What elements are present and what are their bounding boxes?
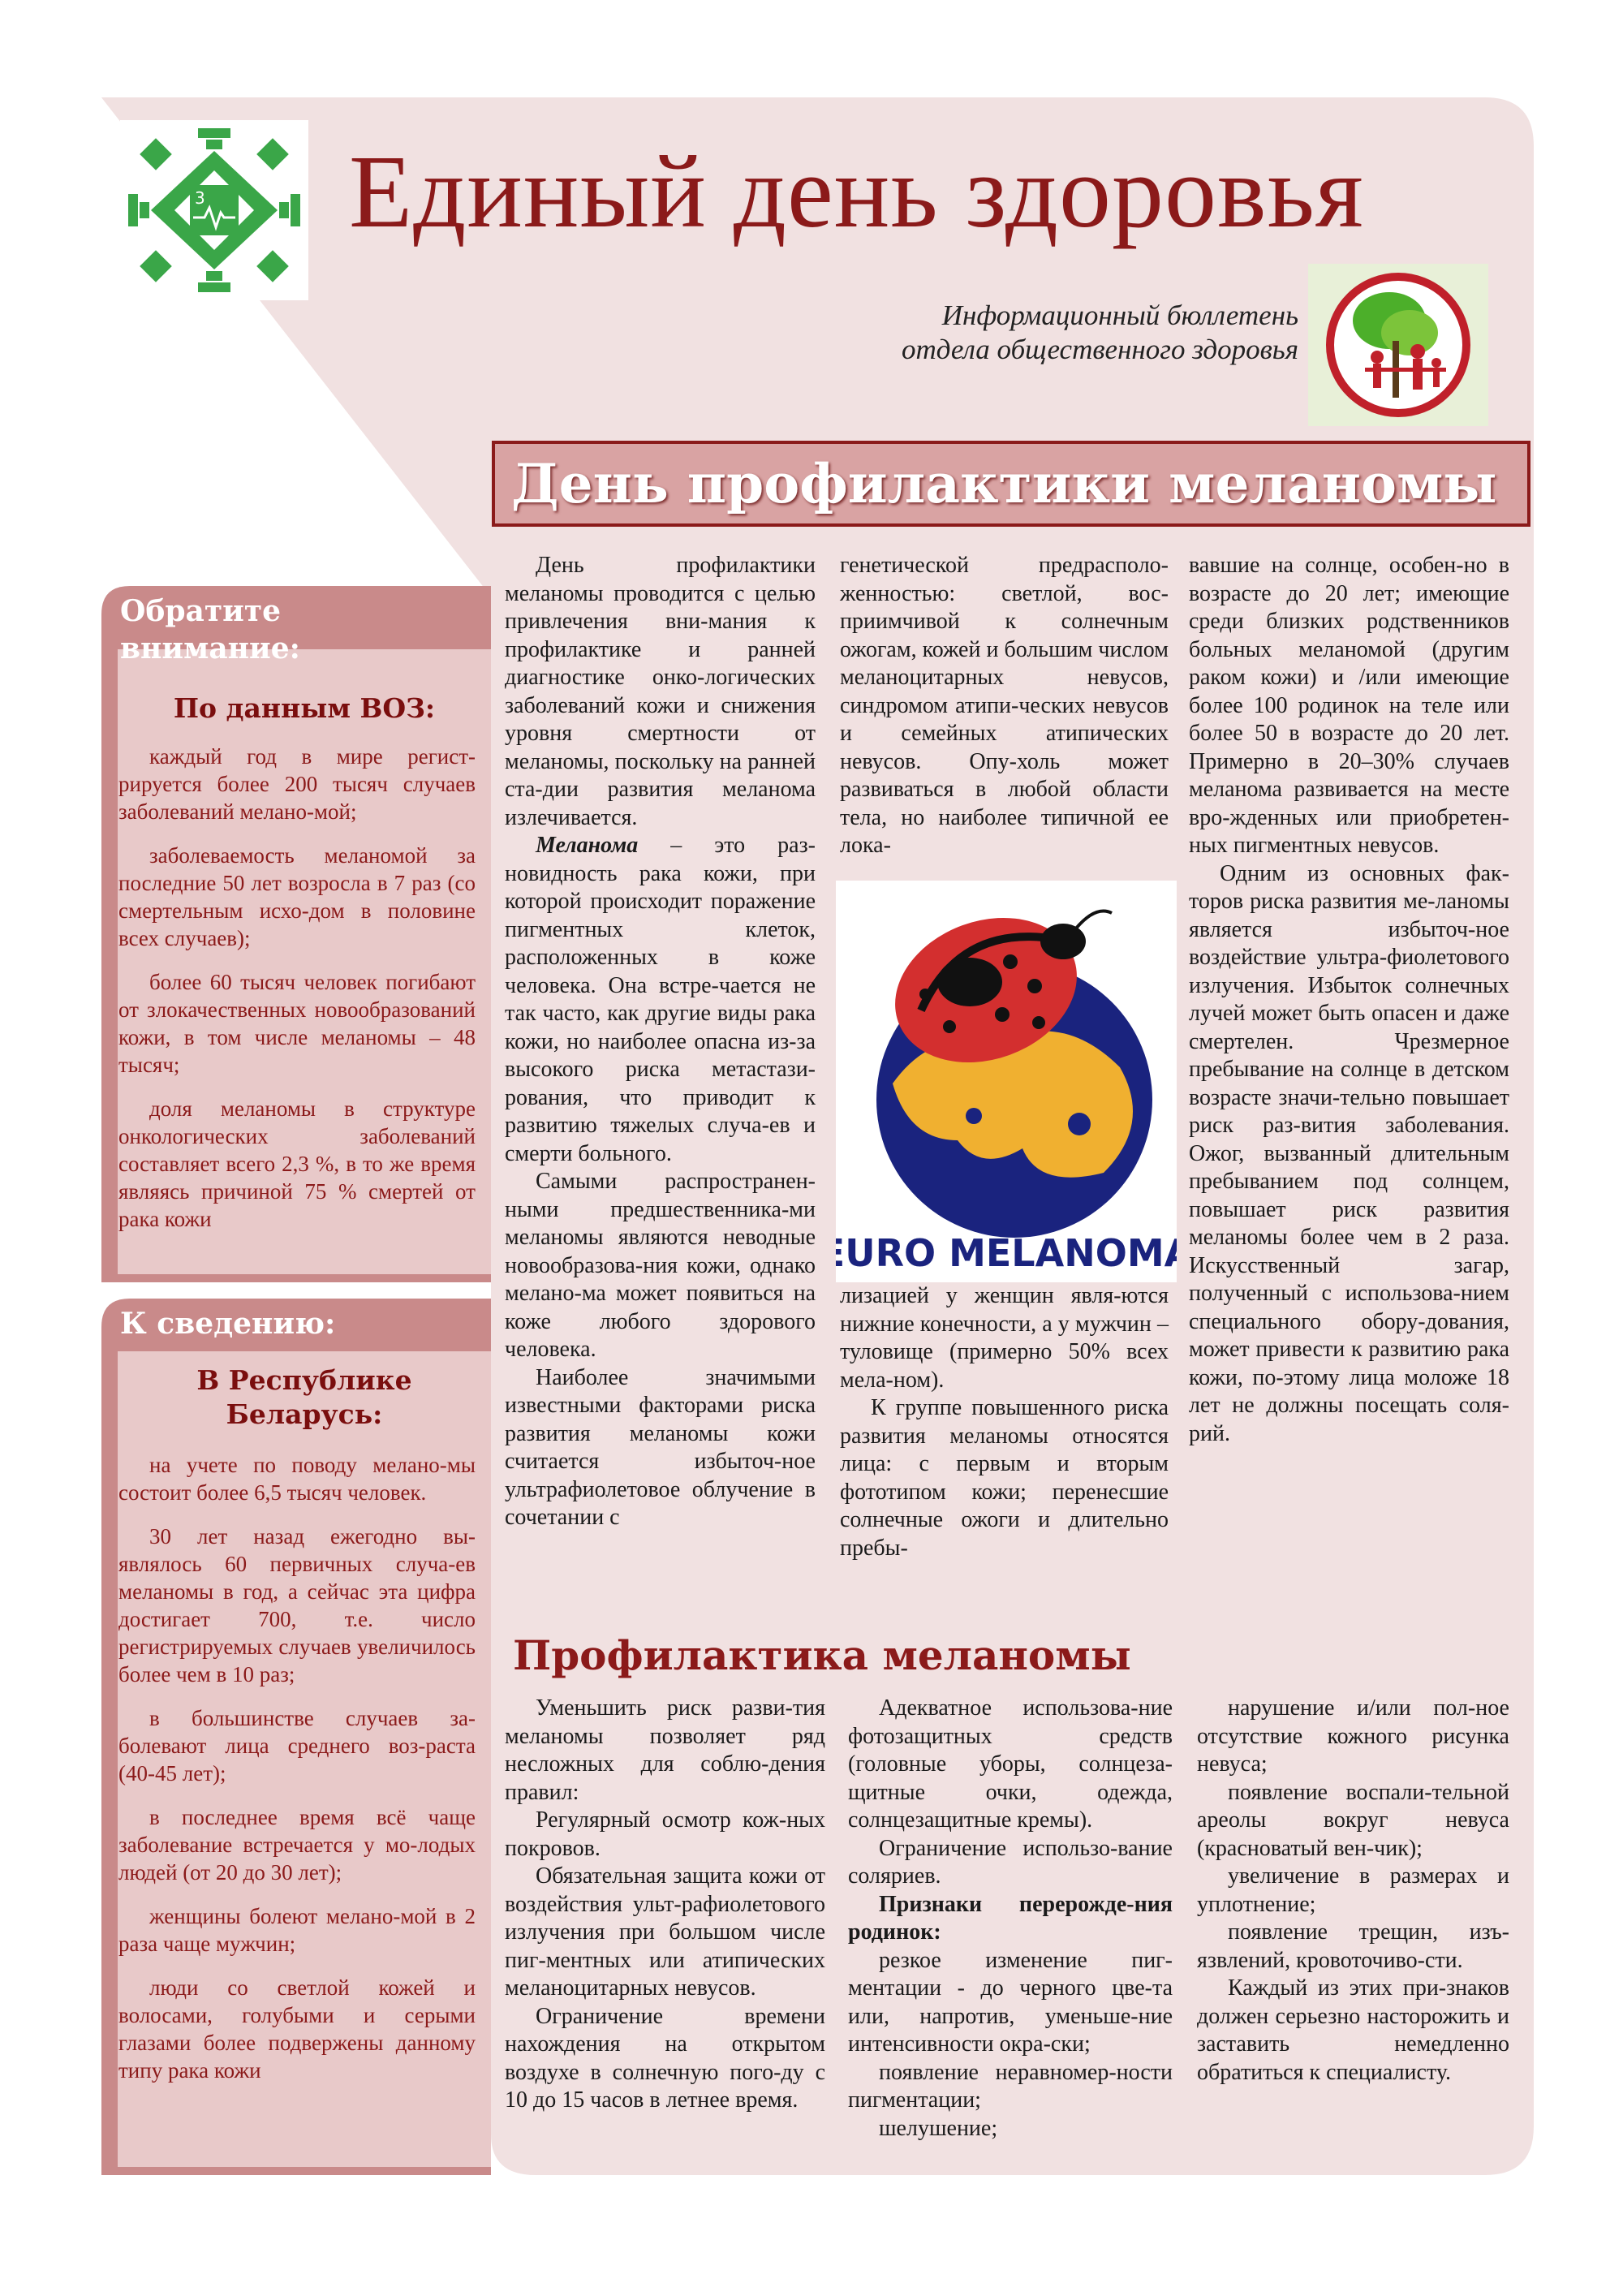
- subtitle-line-1: Информационный бюллетень: [941, 299, 1298, 331]
- sidebar2-list: [118, 1451, 476, 2100]
- article2-col2-p5: появление неравномер-ности пигментации;: [848, 2059, 1173, 2113]
- article1-col1-p4: Наиболее значимыми известными факторами риска развития меланомы кожи считается избыточ-ное ультрафиолетовое облучение в сочетании с: [505, 1364, 816, 1530]
- article1-col3-p2: Одним из основных фак-торов риска развития ме-ланомы является избыточ-ное воздействие ультра-фиолетового излучения. Избыток солнечных лучей может быть опасен и даже смертелен. Чрезмерное пребывание на солнце в детском возрасте значи-тельно повышает риск раз-вития заболевания. Ожог, вызванный длительным пребыванием под солнцем, повышает риск развития меланомы более чем в 2 раза. Искусственный загар, полученный с использова-нием специального обору-дования, может привести к развитию рака кожи, по-этому лица моложе 18 лет не должны посещать соля-рий.: [1189, 860, 1509, 1446]
- sidebar1-subheading: По данным ВОЗ:: [173, 692, 436, 724]
- sidebar2-item: в последнее время всё чаще заболевание встречается у мо-лодых людей (от 20 до 30 лет);: [118, 1805, 476, 1885]
- article2-column-3: [1197, 1695, 1509, 2087]
- article2-col3-p4: появление трещин, изъ-язвлений, кровоточиво-сти.: [1197, 1919, 1509, 1973]
- article2-col3-p3: увеличение в размерах и уплотнение;: [1197, 1863, 1509, 1917]
- article1-col1-p3: Самыми распространен-ными предшественника-ми меланомы являются неводные новообразова-ния кожи, однако мелано-ма может появиться на коже любого здорового человека.: [505, 1169, 816, 1362]
- sidebar2-subheading: [118, 1363, 491, 1432]
- article1-col2-top: генетической предрасполо-женностью: светлой, вос-приимчивой к солнечным ожогам, кожей и большим числом меланоцитарных невусов, синдромом атипи-ческих невусов и семейных атипических невусов. Опу-холь может развиваться в любой области тела, но наиболее типичной ее лока-: [840, 553, 1169, 858]
- article2-col3-p2: появление воспали-тельной ареолы вокруг невуса (красноватый вен-чик);: [1197, 1779, 1509, 1861]
- article2-col1-p4: Ограничение времени нахождения на открытом воздухе в солнечную пого-ду с 10 до 15 часов в летнее время.: [505, 2003, 825, 2113]
- sidebar2-item: люди со светлой кожей и волосами, голубыми и серыми глазами более подвержены данному типу рака кожи: [118, 1975, 476, 2083]
- article1-col1-p1: День профилактики меланомы проводится с целью привлечения вни-мания к профилактике и ранней диагностике онко-логических заболеваний кожи и снижения уровня смертности от меланомы, поскольку на ранней ста-дии развития меланома излечивается.: [505, 553, 816, 830]
- banner-title: День профилактики меланомы: [511, 452, 1497, 515]
- euro-melanoma-logo: [836, 881, 1177, 1282]
- logo-number: 3: [195, 188, 205, 208]
- melanoma-definition: – это раз-новидность рака кожи, при которой происходит поражение пигментных клеток, расположенных в коже человека. Она встре-чается не так часто, как другие виды рака кожи, но наиболее опасна из-за высокого риска метастази-рования, что приводит к развитию тяжелых случа-ев и смерти больного.: [505, 833, 816, 1166]
- sidebar1-heading: [120, 592, 300, 667]
- article2-col2-p4: резкое изменение пиг-ментации - до черного цве-та или, напротив, уменьше-ние интенсивности окра-ски;: [848, 1947, 1173, 2057]
- article1-col2-bottom2: К группе повышенного риска развития меланомы относятся лица: с первым и вторым фототипом кожи; перенесшие солнечные ожоги и длительно пребы-: [840, 1395, 1169, 1561]
- section-banner: [492, 441, 1530, 527]
- sidebar1-item: доля меланомы в структуре онкологических заболеваний составляет всего 2,3 %, в то же время являясь причиной 75 % смертей от рака кожи: [118, 1096, 476, 1231]
- page-title: Единый день здоровья: [349, 134, 1364, 249]
- sidebar2-subheading-line1: В Республике: [196, 1364, 412, 1396]
- sidebar1-list: [118, 743, 476, 1249]
- sidebar1-item: каждый год в мире регист-рируется более 200 тысяч случаев заболеваний мелано-мой;: [118, 744, 476, 824]
- sidebar2-item: в большинстве случаев за-болевают лица среднего воз-раста (40-45 лет);: [118, 1706, 476, 1786]
- article2-col1-p1: Уменьшить риск разви-тия меланомы позволяет ряд несложных для соблю-дения правил:: [505, 1695, 825, 1805]
- article1-column-1: [505, 552, 816, 1532]
- sidebar2-item: женщины болеют мелано-мой в 2 раза чаще мужчин;: [118, 1904, 476, 1956]
- sidebar2-item: на учете по поводу мелано-мы состоит более 6,5 тысяч человек.: [118, 1453, 476, 1505]
- euro-melanoma-text: EURO MELANOMA: [836, 1231, 1177, 1275]
- section2-title: Профилактика меланомы: [513, 1631, 1131, 1679]
- article2-col2-p6: шелушение;: [879, 2115, 998, 2141]
- bulletin-subtitle: [730, 299, 1298, 367]
- subtitle-line-2: отдела общественного здоровья: [902, 334, 1298, 365]
- sidebar1-heading-line2: внимание:: [120, 631, 300, 666]
- article1-col2-bottom1: лизацией у женщин явля-ются нижние конечности, а у мужчин – туловище (примерно 50% всех мела-ном).: [840, 1283, 1169, 1393]
- sidebar2-subheading-line2: Беларусь:: [226, 1398, 383, 1430]
- public-health-emblem: [1308, 264, 1488, 426]
- sidebar2-item: 30 лет назад ежегодно вы-являлось 60 первичных случа-ев меланомы в год, а сейчас эта цифра достигает 700, т.е. число регистрируемых случаев увеличилось более чем в 10 раз;: [118, 1524, 476, 1686]
- article1-col1-p2: [505, 832, 816, 1168]
- sidebar2-heading: К сведению:: [120, 1307, 336, 1341]
- article2-col2-p1: Адекватное использова-ние фотозащитных средств (головные уборы, солнцеза-щитные очки, одежда, солнцезащитные кремы).: [848, 1695, 1173, 1833]
- article2-col3-p5: Каждый из этих при-знаков должен серьезно насторожить и заставить немедленно обратиться к специалисту.: [1197, 1975, 1509, 2085]
- melanoma-term: Меланома: [536, 833, 639, 858]
- article2-col1-p3: Обязательная защита кожи от воздействия ульт-рафиолетового излучения при большом числе пиг-ментных или атипических меланоцитарных невусов.: [505, 1863, 825, 2001]
- sidebar1-heading-line1: Обратите: [120, 594, 282, 628]
- article2-col2-p2: Ограничение использо-вание соляриев.: [848, 1835, 1173, 1889]
- article1-column-2-bottom: [840, 1282, 1169, 1562]
- article1-col3-p1: вавшие на солнце, особен-но в возрасте до 20 лет; имеющие среди близких родственников больных меланомой (другим раком кожи) и /или имеющие более 100 родинок на теле или более 50 в возрасте до 20 лет. Примерно в 20–30% случаев меланома развивается на месте вро-жденных или приобретен-ных пигментных невусов.: [1189, 553, 1509, 858]
- health-logo: [120, 120, 308, 300]
- mole-signs-heading: Признаки перерожде-ния родинок:: [848, 1891, 1173, 1945]
- article2-col3-p1: нарушение и/или пол-ное отсутствие кожного рисунка невуса;: [1197, 1695, 1509, 1777]
- article2-column-2: [848, 1695, 1173, 2143]
- article2-col1-p2: Регулярный осмотр кож-ных покровов.: [505, 1807, 825, 1861]
- article1-column-3: [1189, 552, 1509, 1448]
- article1-column-2-top: [840, 552, 1169, 860]
- article2-column-1: [505, 1695, 825, 2115]
- sidebar1-item: более 60 тысяч человек погибают от злокачественных новообразований кожи, в том числе меланомы – 48 тысяч;: [118, 970, 476, 1077]
- sidebar1-item: заболеваемость меланомой за последние 50 лет возросла в 7 раз (со смертельным исхо-дом в половине всех случаев);: [118, 843, 476, 950]
